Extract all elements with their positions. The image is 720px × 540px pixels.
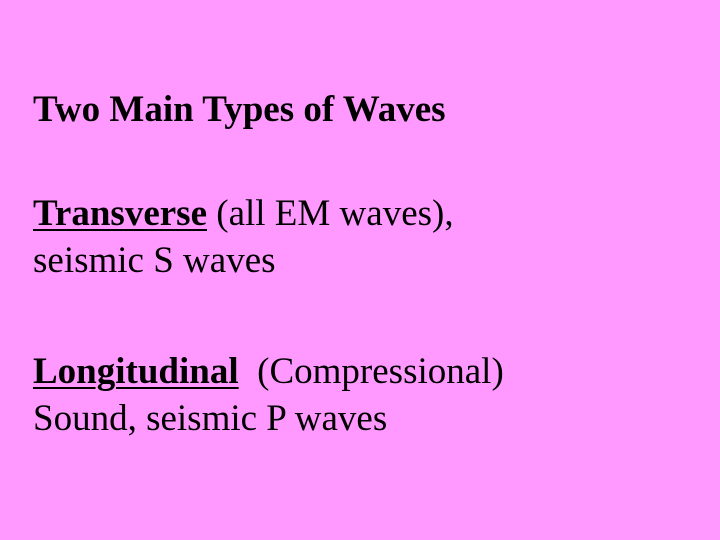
longitudinal-description: (Compressional) [238, 351, 504, 392]
longitudinal-block [33, 348, 504, 442]
transverse-block [33, 190, 454, 284]
slide-title: Two Main Types of Waves [33, 89, 446, 130]
transverse-description: (all EM waves), [207, 193, 454, 234]
longitudinal-examples: Sound, seismic P waves [33, 398, 388, 439]
longitudinal-term: Longitudinal [33, 351, 239, 392]
longitudinal-line-1 [33, 348, 504, 395]
transverse-examples: seismic S waves [33, 240, 276, 281]
transverse-term: Transverse [33, 193, 207, 234]
transverse-line-1 [33, 190, 454, 237]
